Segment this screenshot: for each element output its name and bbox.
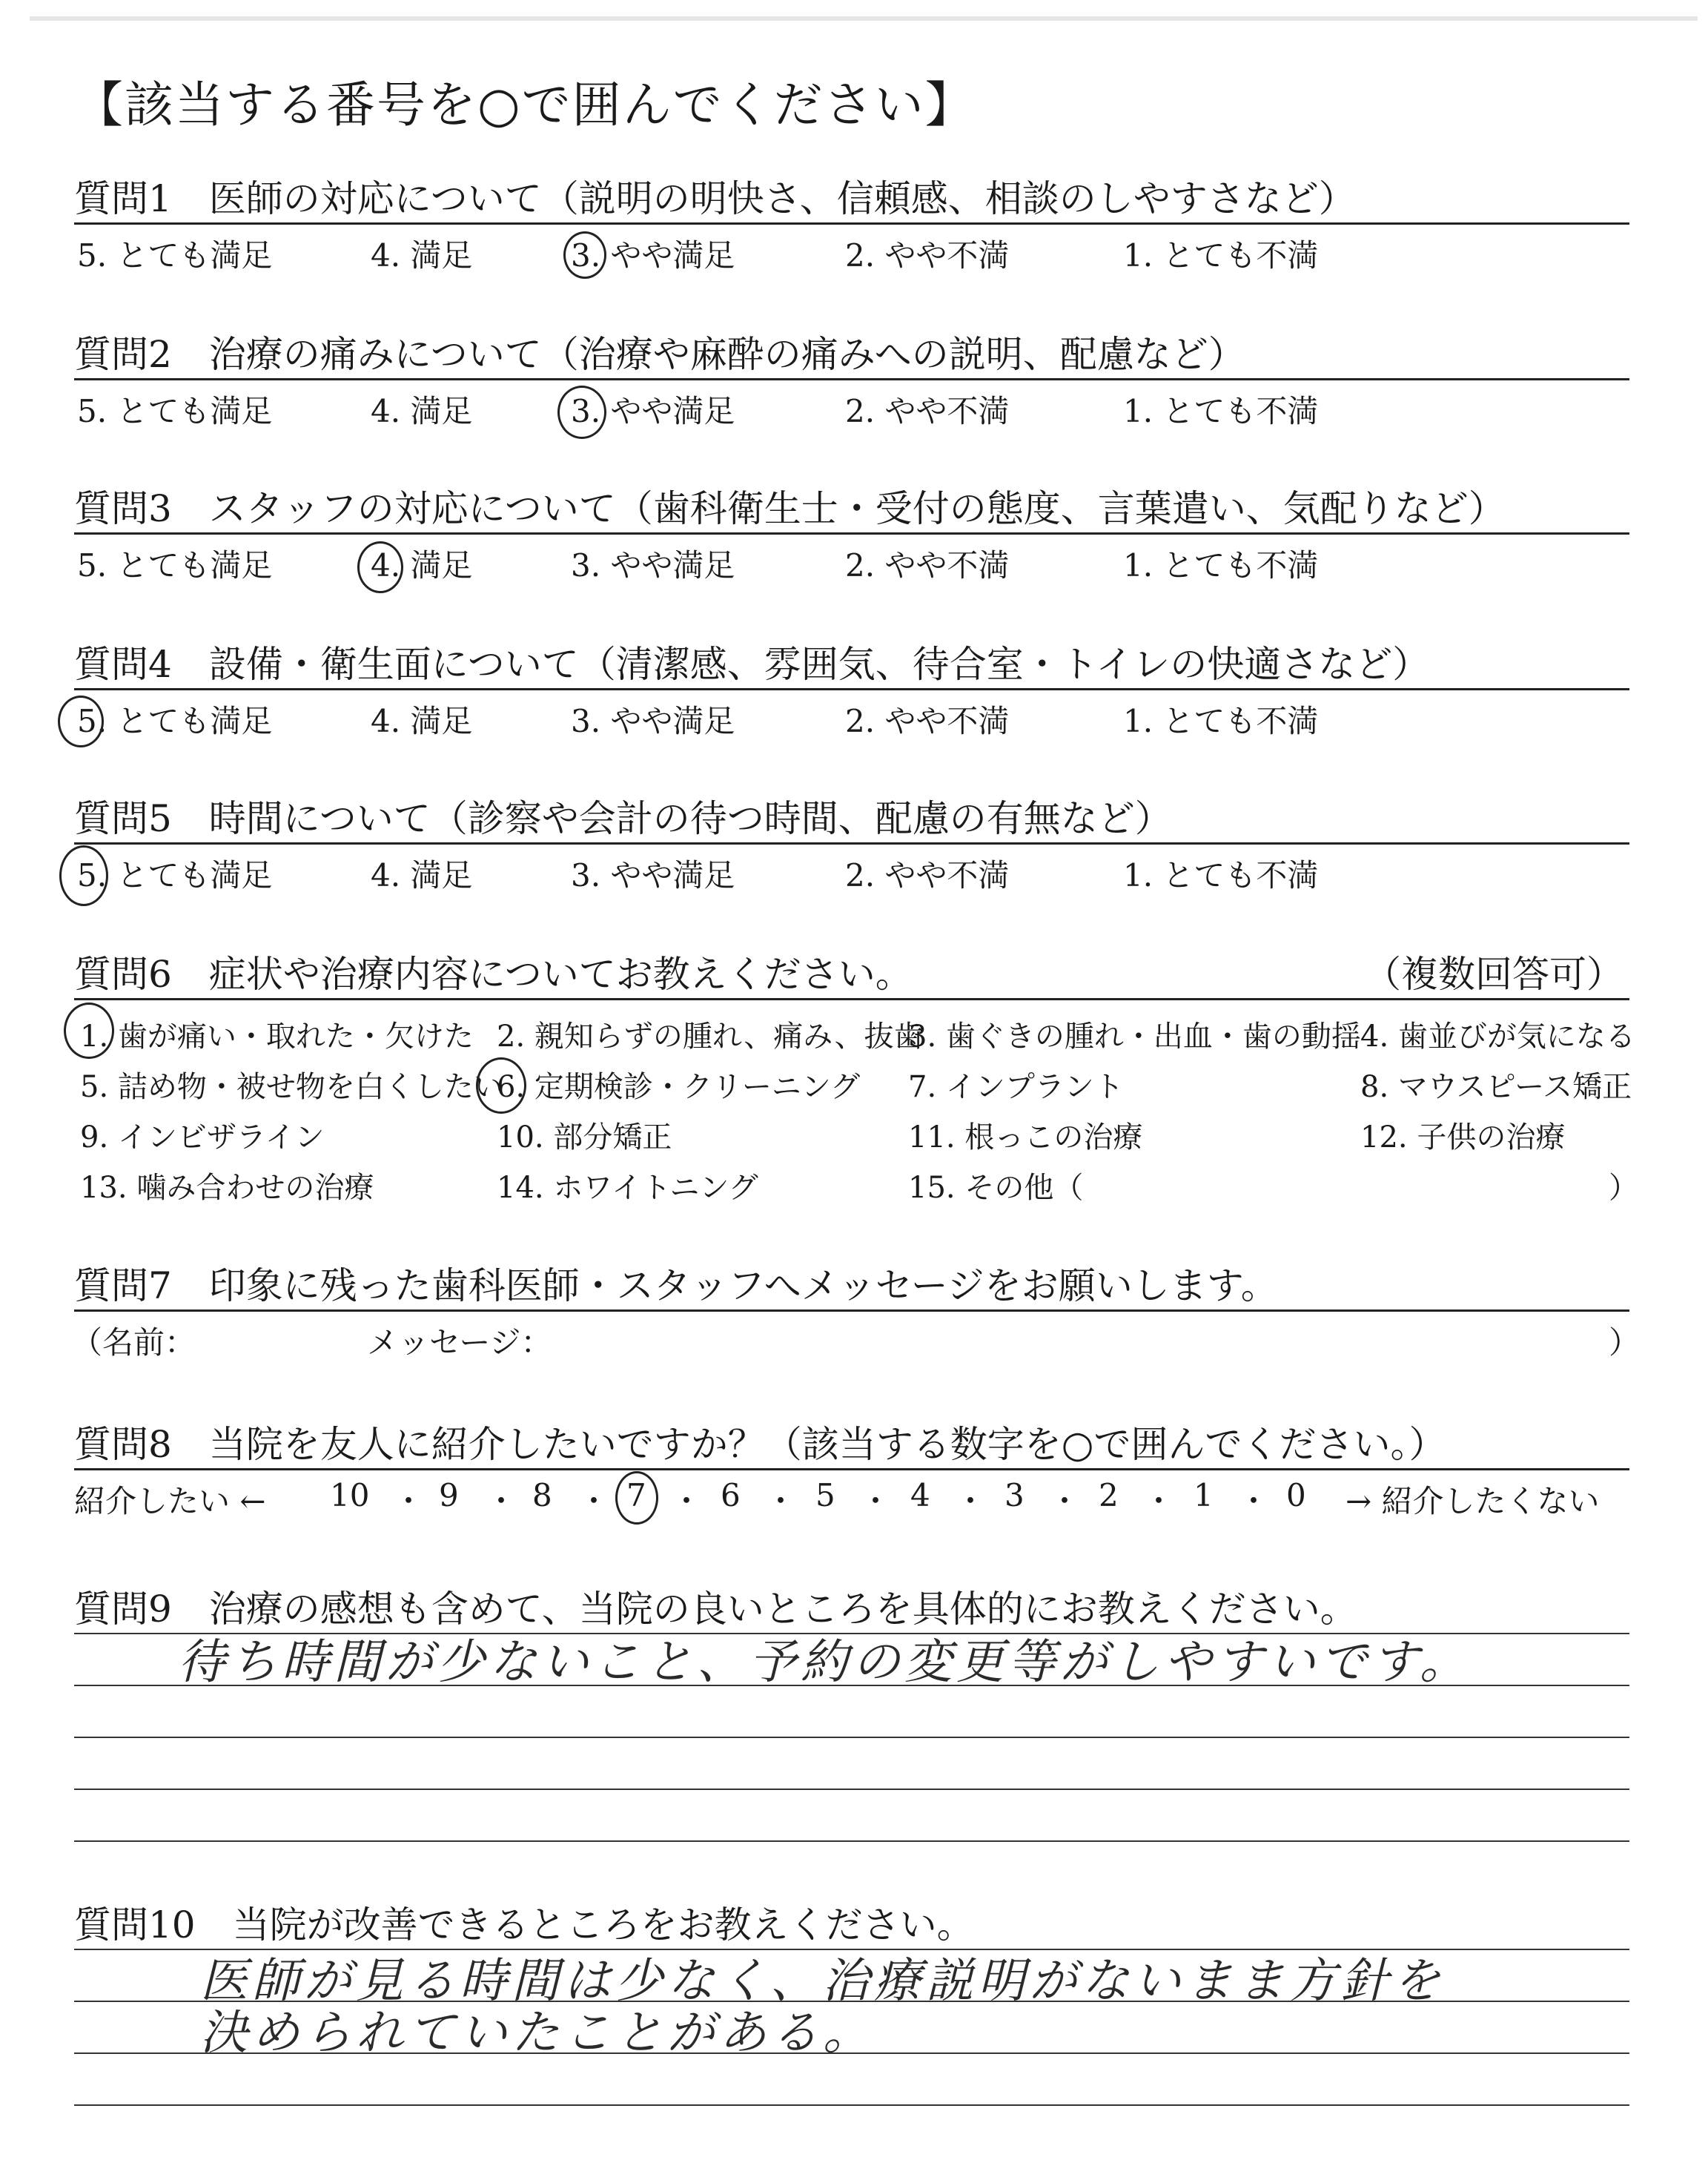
- q8-scale-1[interactable]: 1: [1194, 1477, 1214, 1513]
- q3-selected-circle: [357, 541, 403, 593]
- q8-separator: ・: [486, 1483, 517, 1519]
- q8-separator: ・: [1238, 1483, 1270, 1519]
- q4-option-1[interactable]: 1. とても不満: [1123, 703, 1319, 739]
- q9-write-line-5: [74, 1840, 1629, 1842]
- q4-label: 質問4 設備・衛生面について（清潔感、雰囲気、待合室・トイレの快適さなど）: [74, 643, 1430, 686]
- q8-scale-7[interactable]: 7: [626, 1477, 646, 1513]
- q7-rule: [74, 1309, 1629, 1312]
- q4-option-2[interactable]: 2. やや不満: [845, 703, 1010, 739]
- q6-option-15[interactable]: 15. その他（: [908, 1171, 1084, 1205]
- q8-selected-circle: [615, 1471, 658, 1525]
- q8-rule: [74, 1468, 1629, 1470]
- q3-rule: [74, 532, 1629, 535]
- scan-top-edge: [30, 16, 1698, 21]
- q8-scale-6[interactable]: 6: [721, 1477, 741, 1513]
- q6-option-2[interactable]: 2. 親知らずの腫れ、痛み、抜歯: [497, 1020, 924, 1054]
- q5-option-3[interactable]: 3. やや満足: [571, 857, 735, 894]
- q6-option-7[interactable]: 7. インプラント: [908, 1070, 1124, 1104]
- q5-option-1[interactable]: 1. とても不満: [1123, 857, 1319, 894]
- q3-label: 質問3 スタッフの対応について（歯科衛生士・受付の態度、言葉遣い、気配りなど）: [74, 487, 1506, 530]
- q6-option-11[interactable]: 11. 根っこの治療: [908, 1120, 1143, 1155]
- q3-option-5[interactable]: 5. とても満足: [77, 547, 273, 584]
- q5-option-2[interactable]: 2. やや不満: [845, 857, 1010, 894]
- q2-rule: [74, 378, 1629, 380]
- q8-separator: ・: [765, 1483, 797, 1519]
- q2-option-2[interactable]: 2. やや不満: [845, 393, 1010, 429]
- q7-close-paren: ）: [1609, 1324, 1641, 1361]
- q3-option-3[interactable]: 3. やや満足: [571, 547, 735, 584]
- q8-scale-2[interactable]: 2: [1099, 1477, 1119, 1513]
- q8-left-label: 紹介したい ←: [74, 1483, 266, 1519]
- q3-option-1[interactable]: 1. とても不満: [1123, 547, 1319, 584]
- q1-selected-circle: [563, 231, 606, 279]
- q1-rule: [74, 222, 1629, 225]
- q6-label: 質問6 症状や治療内容についてお教えください。: [74, 953, 913, 996]
- q6-option-4[interactable]: 4. 歯並びが気になる: [1360, 1020, 1635, 1054]
- q5-rule: [74, 842, 1629, 845]
- q6-option-9[interactable]: 9. インビザライン: [80, 1120, 325, 1155]
- q2-option-4[interactable]: 4. 満足: [371, 393, 473, 429]
- q2-option-3[interactable]: 3. やや満足: [571, 393, 735, 429]
- q1-option-4[interactable]: 4. 満足: [371, 237, 473, 274]
- q6-other-close-paren: ）: [1609, 1171, 1638, 1205]
- q8-separator: ・: [860, 1483, 892, 1519]
- q6-option-5[interactable]: 5. 詰め物・被せ物を白くしたい: [80, 1070, 503, 1104]
- q2-option-5[interactable]: 5. とても満足: [77, 393, 273, 429]
- q4-option-5[interactable]: 5. とても満足: [77, 703, 273, 739]
- q8-label: 質問8 当院を友人に紹介したいですか？（該当する数字を○で囲んでください。）: [74, 1423, 1446, 1466]
- q7-name-label: （名前：: [71, 1324, 196, 1361]
- q6-option-8[interactable]: 8. マウスピース矯正: [1360, 1070, 1632, 1104]
- q10-label: 質問10 当院が改善できるところをお教えください。: [74, 1903, 974, 1946]
- q6-option-14[interactable]: 14. ホワイトニング: [497, 1171, 758, 1205]
- q8-separator: ・: [1049, 1483, 1081, 1519]
- q8-scale-0[interactable]: 0: [1286, 1477, 1306, 1513]
- q8-separator: ・: [393, 1483, 425, 1519]
- q9-write-line-3: [74, 1737, 1629, 1738]
- q6-option-1[interactable]: 1. 歯が痛い・取れた・欠けた: [80, 1020, 474, 1054]
- q3-option-2[interactable]: 2. やや不満: [845, 547, 1010, 584]
- q5-selected-circle: [59, 845, 108, 906]
- q6-option-13[interactable]: 13. 噛み合わせの治療: [80, 1171, 374, 1205]
- q8-separator: ・: [1143, 1483, 1175, 1519]
- q1-option-1[interactable]: 1. とても不満: [1123, 237, 1319, 274]
- q8-scale-8[interactable]: 8: [532, 1477, 552, 1513]
- q8-separator: ・: [671, 1483, 703, 1519]
- q4-selected-circle: [58, 696, 104, 747]
- q4-option-3[interactable]: 3. やや満足: [571, 703, 735, 739]
- q1-label: 質問1 医師の対応について（説明の明快さ、信頼感、相談のしやすさなど）: [74, 177, 1356, 220]
- q8-scale-4[interactable]: 4: [910, 1477, 930, 1513]
- q10-handwritten-answer-line-1: 医師が見る時間は少なく、治療説明がないまま方針を: [200, 1954, 1445, 2009]
- q1-option-2[interactable]: 2. やや不満: [845, 237, 1010, 274]
- q10-write-line-4: [74, 2104, 1629, 2106]
- q8-scale-3[interactable]: 3: [1004, 1477, 1025, 1513]
- q4-option-4[interactable]: 4. 満足: [371, 703, 473, 739]
- form-title: 【該当する番号を○で囲んでください】: [74, 76, 976, 133]
- q10-handwritten-answer-line-2: 決められていたことがある。: [200, 2006, 875, 2061]
- q9-write-line-4: [74, 1789, 1629, 1790]
- q8-scale-9[interactable]: 9: [439, 1477, 459, 1513]
- q6-rule: [74, 998, 1629, 1000]
- q5-option-5[interactable]: 5. とても満足: [77, 857, 273, 894]
- q2-option-1[interactable]: 1. とても不満: [1123, 393, 1319, 429]
- q6-selected-circle-6: [476, 1057, 526, 1114]
- q7-message-label: メッセージ：: [367, 1324, 552, 1361]
- q9-label: 質問9 治療の感想も含めて、当院の良いところを具体的にお教えください。: [74, 1588, 1357, 1631]
- q6-option-10[interactable]: 10. 部分矯正: [497, 1120, 672, 1155]
- q2-selected-circle: [557, 386, 606, 439]
- q5-label: 質問5 時間について（診察や会計の待つ時間、配慮の有無など）: [74, 797, 1172, 840]
- q8-scale-10[interactable]: 10: [330, 1477, 370, 1513]
- q1-option-3[interactable]: 3. やや満足: [571, 237, 735, 274]
- q5-option-4[interactable]: 4. 満足: [371, 857, 473, 894]
- q6-selected-circle-1: [64, 1003, 114, 1059]
- q8-right-label: → 紹介したくない: [1345, 1483, 1600, 1519]
- q6-multiple-note: （複数回答可）: [1364, 953, 1623, 996]
- q2-label: 質問2 治療の痛みについて（治療や麻酔の痛みへの説明、配慮など）: [74, 333, 1245, 376]
- q7-label: 質問7 印象に残った歯科医師・スタッフへメッセージをお願いします。: [74, 1264, 1278, 1307]
- q9-handwritten-answer: 待ち時間が少ないこと、予約の変更等がしやすいです。: [178, 1635, 1472, 1690]
- q4-rule: [74, 688, 1629, 690]
- q8-separator: ・: [578, 1483, 610, 1519]
- q6-option-3[interactable]: 3. 歯ぐきの腫れ・出血・歯の動揺: [908, 1020, 1361, 1054]
- q8-scale-5[interactable]: 5: [815, 1477, 835, 1513]
- q6-option-6[interactable]: 6. 定期検診・クリーニング: [497, 1070, 861, 1104]
- q3-option-4[interactable]: 4. 満足: [371, 547, 473, 584]
- q1-option-5[interactable]: 5. とても満足: [77, 237, 273, 274]
- q6-option-12[interactable]: 12. 子供の治療: [1360, 1120, 1566, 1155]
- q8-separator: ・: [955, 1483, 987, 1519]
